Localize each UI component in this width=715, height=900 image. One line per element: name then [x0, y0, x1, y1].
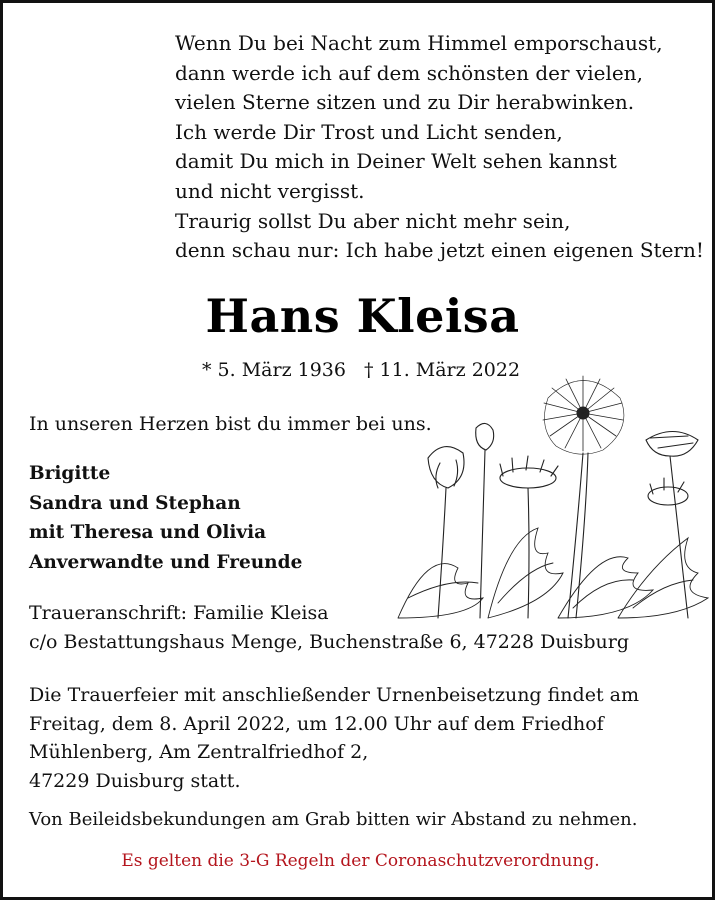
deceased-name-block: [3, 289, 715, 343]
service-line: 47229 Duisburg statt.: [29, 769, 241, 792]
death-date: † 11. März 2022: [363, 359, 521, 381]
poem-line: Traurig sollst Du aber nicht mehr sein,: [175, 208, 571, 233]
dandelion-puffball: [543, 376, 624, 454]
poem-line: Wenn Du bei Nacht zum Himmel emporschaust,: [175, 31, 663, 55]
poem-line: dann werde ich auf dem schönsten der vielen,: [175, 60, 643, 85]
address-line: Traueranschrift: Familie Kleisa: [29, 602, 329, 624]
condolence-note: Von Beileidsbekundungen am Grab bitten wir Abstand zu nehmen.: [29, 809, 638, 830]
dandelion-bud-left: [428, 447, 464, 618]
dandelion-bud-right: [646, 432, 698, 619]
dandelion-small-flower: [476, 423, 494, 618]
deceased-name: Hans Kleisa: [205, 289, 520, 343]
motto: In unseren Herzen bist du immer bei uns.: [29, 413, 432, 435]
mourner-name: Anverwandte und Freunde: [29, 551, 303, 573]
address-line: c/o Bestattungshaus Menge, Buchenstraße 6, 47228 Duisburg: [29, 630, 630, 653]
service-line: Die Trauerfeier mit anschließender Urnenbeisetzung findet am: [29, 684, 639, 706]
funeral-service-info: [29, 681, 639, 795]
mourner-name: Sandra und Stephan: [29, 492, 241, 514]
poem-line: denn schau nur: Ich habe jetzt einen eigenen Stern!: [175, 238, 704, 263]
poem-line: damit Du mich in Deiner Welt sehen kannst: [175, 149, 617, 174]
service-line: Mühlenberg, Am Zentralfriedhof 2,: [29, 741, 369, 763]
birth-date: * 5. März 1936: [202, 359, 346, 381]
poem-line: Ich werde Dir Trost und Licht senden,: [175, 119, 563, 144]
mourning-address: [29, 599, 629, 656]
mourner-name: Brigitte: [29, 463, 111, 484]
dandelion-flower-right: [648, 478, 688, 505]
poem-line: und nicht vergisst.: [175, 178, 365, 203]
poem-line: vielen Sterne sitzen und zu Dir herabwinken.: [175, 90, 635, 115]
dandelion-illustration: [388, 368, 715, 628]
dandelion-open-flower: [500, 456, 558, 618]
mourner-name: mit Theresa und Olivia: [29, 522, 267, 543]
mourners-list: [29, 459, 302, 577]
covid-notice: Es gelten die 3-G Regeln der Coronaschutzverordnung.: [121, 851, 600, 871]
service-line: Freitag, dem 8. April 2022, um 12.00 Uhr auf dem Friedhof: [29, 712, 604, 735]
poem: [175, 29, 711, 266]
dandelion-stem: [568, 453, 583, 618]
